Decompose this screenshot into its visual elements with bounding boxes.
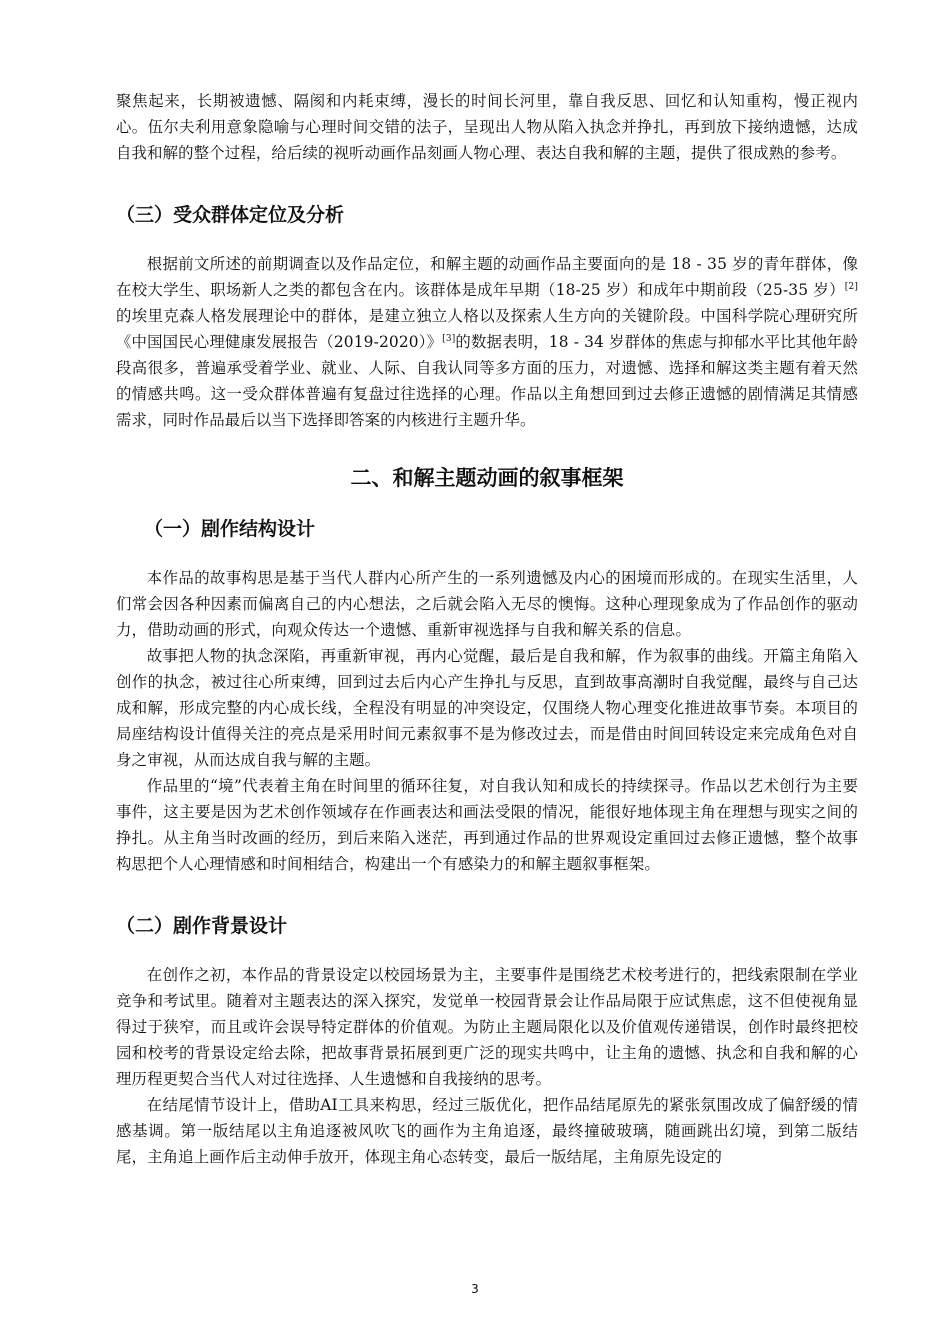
citation-3: [3] [442, 333, 456, 344]
paragraph-continuation: 聚焦起来，长期被遗憾、隔阂和内耗束缚，漫长的时间长河里，靠自我反思、回忆和认知重构，慢正视内心。伍尔夫利用意象隐喻与心理时间交错的法子，呈现出人物从陷入执念并挣扎，再到放下接纳遗憾，达成自我和解的整个过程，给后续的视听动画作品刻画人物心理、表达自我和解的主题，提供了很成熟的参考。 [116, 92, 858, 162]
paragraph-audience: 根据前文所述的前期调查以及作品定位，和解主题的动画作品主要面向的是 18 - 35 岁的青年群体，像在校大学生、职场新人之类的都包含在内。该群体是成年早期（18-25 岁）和成年中期前段（25-35 岁）[2]的埃里克森人格发展理论中的群体，是建立独立人格以及探索人生方向的关键阶段。中国科学院心理研究所《中国国民心理健康发展报告（2019-2020）》[3]的数据表明，18 - 34 岁群体的焦虑与抑郁水平比其他年龄段高很多，普遍承受着学业、就业、人际、自我认同等多方面的压力，对遗憾、选择和解这类主题有着天然的情感共鸣。这一受众群体普遍有复盘过往选择的心理。作品以主角想回到过去修正遗憾的剧情满足其情感需求，同时作品最后以当下选择即答案的内核进行主题升华。 [116, 255, 858, 429]
citation-2: [2] [844, 281, 858, 292]
chapter-heading: 二、和解主题动画的叙事框架 [350, 466, 624, 490]
document-body [116, 88, 858, 1170]
paragraph-structure-3: 作品里的“境”代表着主角在时间里的循环往复，对自我认知和成长的持续探寻。作品以艺术创行为主要事件，这主要是因为艺术创作领域存在作画表达和画法受限的情况，能很好地体现主角在理想与现实之间的挣扎。从主角当时改画的经历，到后来陷入迷茫，再到通过作品的世界观设定重回过去修正遗憾，整个故事构思把个人心理情感和时间相结合，构建出一个有感染力的和解主题叙事框架。 [116, 777, 858, 873]
section-heading-background: （二）剧作背景设计 [116, 915, 288, 937]
paragraph-structure-1: 本作品的故事构思是基于当代人群内心所产生的一系列遗憾及内心的困境而形成的。在现实生活里，人们常会因各种因素而偏离自己的内心想法，之后就会陷入无尽的懊悔。这种心理现象成为了作品创作的驱动力，借助动画的形式，向观众传达一个遗憾、重新审视选择与自我和解关系的信息。 [116, 569, 858, 639]
section-heading-audience: （三）受众群体定位及分析 [116, 204, 345, 226]
paragraph-background-1: 在创作之初，本作品的背景设定以校园场景为主，主要事件是围绕艺术校考进行的，把线索限制在学业竞争和考试里。随着对主题表达的深入探究，发觉单一校园背景会让作品局限于应试焦虑，这不但使视角显得过于狭窄，而且或许会误导特定群体的价值观。为防止主题局限化以及价值观传递错误，创作时最终把校园和校考的背景设定给去除，把故事背景拓展到更广泛的现实共鸣中，让主角的遗憾、执念和自我和解的心理历程更契合当代人对过往选择、人生遗憾和自我接纳的思考。 [116, 966, 858, 1088]
paragraph-structure-2: 故事把人物的执念深陷，再重新审视，再内心觉醒，最后是自我和解，作为叙事的曲线。开篇主角陷入创作的执念，被过往心所束缚，回到过去后内心产生挣扎与反思，直到故事高潮时自我觉醒，最终与自己达成和解，形成完整的内心成长线，全程没有明显的冲突设定，仅围绕人物心理变化推进故事节奏。本项目的局座结构设计值得关注的亮点是采用时间元素叙事不是为修改过去，而是借由时间回转设定来完成角色对自身之审视，从而达成自我与解的主题。 [116, 647, 858, 769]
paragraph-background-2: 在结尾情节设计上，借助AI工具来构思，经过三版优化，把作品结尾原先的紧张氛围改成了偏舒缓的情感基调。第一版结尾以主角追逐被风吹飞的画作为主角追逐，最终撞破玻璃，随画跳出幻境，到第二版结尾，主角追上画作后主动伸手放开，体现主角心态转变，最后一版结尾，主角原先设定的 [116, 1096, 858, 1166]
page-number: 3 [471, 1282, 479, 1296]
section-heading-structure: （一）剧作结构设计 [144, 518, 316, 540]
